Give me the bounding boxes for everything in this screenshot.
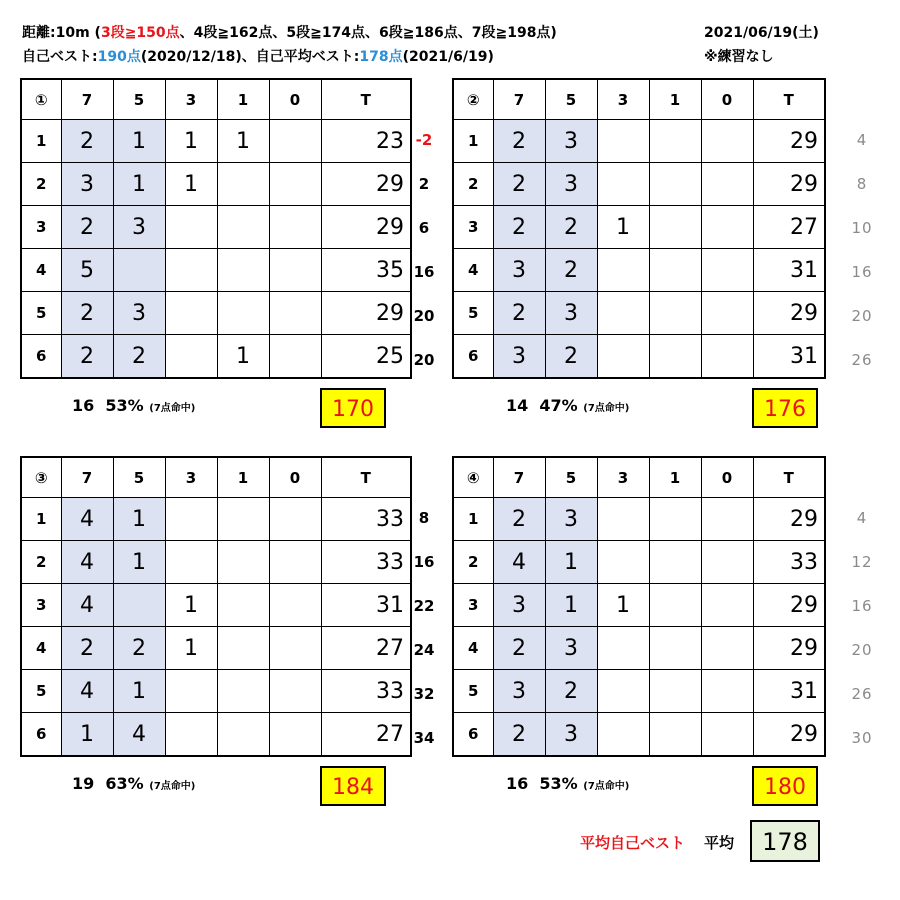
end-total: 25	[321, 335, 411, 379]
avg-best-score: 178点	[359, 49, 403, 65]
diff-bottom-mid: 16	[413, 553, 435, 571]
count-3	[597, 713, 649, 757]
table-row	[453, 120, 825, 163]
count-1	[217, 249, 269, 292]
count-5: 1	[113, 498, 165, 541]
end-number: 4	[453, 627, 493, 670]
diff-top-right: 10	[851, 219, 873, 237]
count-7: 2	[493, 498, 545, 541]
count-3	[165, 541, 217, 584]
table-row	[453, 670, 825, 713]
count-3	[597, 541, 649, 584]
round-3-label: ③	[21, 457, 61, 498]
table-row	[453, 584, 825, 627]
diff-bottom-right: 30	[851, 729, 873, 747]
table-row	[21, 249, 411, 292]
end-total: 27	[321, 627, 411, 670]
diff-top-right: 4	[856, 131, 868, 149]
end-number: 6	[453, 713, 493, 757]
best-score: 190点	[97, 49, 141, 65]
hits-count: 19	[72, 774, 95, 793]
round-3-header-row	[21, 457, 411, 498]
col-total-header: T	[321, 79, 411, 120]
end-number: 2	[453, 163, 493, 206]
col-7-header: 7	[61, 457, 113, 498]
col-1-header: 1	[217, 457, 269, 498]
round-2-header-row	[453, 79, 825, 120]
best-label: 自己ベスト:	[22, 49, 98, 65]
table-row	[453, 541, 825, 584]
round-4-total: 180	[752, 766, 818, 806]
round-3-table	[20, 456, 412, 757]
count-5: 1	[113, 541, 165, 584]
count-0	[269, 206, 321, 249]
diff-top-right: 16	[851, 263, 873, 281]
count-5: 3	[545, 627, 597, 670]
count-1	[217, 541, 269, 584]
round-2-total: 176	[752, 388, 818, 428]
count-7: 2	[493, 206, 545, 249]
count-7: 3	[493, 335, 545, 379]
col-1-header: 1	[217, 79, 269, 120]
count-5: 3	[113, 206, 165, 249]
count-0	[269, 292, 321, 335]
end-total: 31	[321, 584, 411, 627]
count-5: 2	[113, 335, 165, 379]
col-total-header: T	[753, 457, 825, 498]
count-5: 1	[545, 541, 597, 584]
round-1-label: ①	[21, 79, 61, 120]
count-1	[217, 713, 269, 757]
end-total: 33	[753, 541, 825, 584]
count-7: 2	[493, 627, 545, 670]
col-0-header: 0	[701, 79, 753, 120]
count-7: 4	[61, 670, 113, 713]
count-1	[649, 249, 701, 292]
count-5: 3	[113, 292, 165, 335]
count-7: 2	[493, 713, 545, 757]
count-7: 4	[493, 541, 545, 584]
col-0-header: 0	[269, 457, 321, 498]
end-number: 6	[21, 713, 61, 757]
table-row	[453, 498, 825, 541]
end-total: 29	[753, 163, 825, 206]
count-0	[701, 335, 753, 379]
practice-note: ※練習なし	[704, 49, 774, 65]
col-5-header: 5	[113, 79, 165, 120]
end-total: 29	[321, 163, 411, 206]
count-3	[597, 670, 649, 713]
diff-bottom-mid: 8	[418, 509, 430, 527]
col-0-header: 0	[701, 457, 753, 498]
end-total: 29	[321, 206, 411, 249]
count-0	[269, 249, 321, 292]
count-3	[165, 713, 217, 757]
table-row	[21, 713, 411, 757]
count-7: 2	[493, 163, 545, 206]
count-7: 3	[61, 163, 113, 206]
count-1	[649, 292, 701, 335]
count-7: 2	[493, 292, 545, 335]
count-3: 1	[597, 584, 649, 627]
end-number: 5	[21, 292, 61, 335]
count-0	[269, 627, 321, 670]
table-row	[21, 120, 411, 163]
count-1	[649, 163, 701, 206]
end-number: 2	[21, 541, 61, 584]
diff-top-mid: -2	[415, 131, 433, 149]
diff-bottom-right: 12	[851, 553, 873, 571]
end-number: 6	[21, 335, 61, 379]
col-total-header: T	[321, 457, 411, 498]
count-7: 1	[61, 713, 113, 757]
table-row	[21, 627, 411, 670]
diff-top-right: 20	[851, 307, 873, 325]
end-total: 29	[321, 292, 411, 335]
end-total: 23	[321, 120, 411, 163]
diff-top-mid: 20	[413, 307, 435, 325]
round-2-summary	[506, 396, 629, 415]
diff-bottom-mid: 34	[413, 729, 435, 747]
end-number: 1	[453, 120, 493, 163]
count-7: 2	[61, 120, 113, 163]
count-0	[701, 249, 753, 292]
col-1-header: 1	[649, 457, 701, 498]
count-0	[269, 541, 321, 584]
count-1	[649, 584, 701, 627]
count-7: 4	[61, 498, 113, 541]
end-total: 29	[753, 713, 825, 757]
count-1	[217, 670, 269, 713]
col-7-header: 7	[493, 457, 545, 498]
col-3-header: 3	[597, 457, 649, 498]
count-5: 3	[545, 292, 597, 335]
count-3: 1	[165, 627, 217, 670]
end-total: 29	[753, 584, 825, 627]
count-3	[597, 249, 649, 292]
count-0	[269, 670, 321, 713]
count-0	[269, 584, 321, 627]
count-5: 4	[113, 713, 165, 757]
round-2-table	[452, 78, 826, 379]
count-0	[701, 541, 753, 584]
hits-count: 14	[506, 396, 529, 415]
count-7: 2	[61, 335, 113, 379]
count-1	[217, 498, 269, 541]
count-0	[701, 713, 753, 757]
table-row	[453, 206, 825, 249]
count-1	[649, 498, 701, 541]
table-row	[21, 584, 411, 627]
diff-bottom-mid: 32	[413, 685, 435, 703]
round-3-total: 184	[320, 766, 386, 806]
table-row	[21, 206, 411, 249]
count-5: 3	[545, 120, 597, 163]
count-0	[269, 713, 321, 757]
end-total: 31	[753, 670, 825, 713]
count-1	[649, 541, 701, 584]
count-3	[597, 163, 649, 206]
count-5: 2	[545, 206, 597, 249]
end-number: 3	[453, 206, 493, 249]
end-number: 4	[21, 627, 61, 670]
end-total: 27	[321, 713, 411, 757]
count-5: 1	[113, 163, 165, 206]
hit-note: (7点命中)	[149, 781, 196, 792]
diff-bottom-right: 4	[856, 509, 868, 527]
grade3-threshold: 3段≧150点	[100, 25, 180, 41]
col-5-header: 5	[545, 457, 597, 498]
diff-bottom-mid: 24	[413, 641, 435, 659]
table-row	[453, 163, 825, 206]
count-3: 1	[165, 163, 217, 206]
end-number: 5	[453, 292, 493, 335]
hit-note: (7点命中)	[583, 781, 630, 792]
count-7: 4	[61, 541, 113, 584]
col-5-header: 5	[545, 79, 597, 120]
diff-top-right: 26	[851, 351, 873, 369]
count-7: 3	[493, 670, 545, 713]
count-0	[269, 498, 321, 541]
table-row	[21, 541, 411, 584]
end-number: 2	[453, 541, 493, 584]
diff-bottom-right: 26	[851, 685, 873, 703]
round-4-header-row	[453, 457, 825, 498]
round-4-table	[452, 456, 826, 757]
table-row	[21, 498, 411, 541]
hit-note: (7点命中)	[149, 403, 196, 414]
table-row	[453, 713, 825, 757]
count-7: 3	[493, 249, 545, 292]
count-3: 1	[597, 206, 649, 249]
count-1	[649, 120, 701, 163]
end-total: 29	[753, 627, 825, 670]
round-4-summary	[506, 774, 629, 793]
avg-best-date: (2021/6/19)	[402, 49, 494, 65]
col-7-header: 7	[493, 79, 545, 120]
col-3-header: 3	[597, 79, 649, 120]
hit-percent: 47%	[539, 396, 578, 415]
end-number: 4	[453, 249, 493, 292]
diff-top-mid: 6	[418, 219, 430, 237]
round-2-label: ②	[453, 79, 493, 120]
count-1	[649, 670, 701, 713]
best-date: (2020/12/18)、自己平均ベスト:	[140, 49, 360, 65]
count-1	[217, 292, 269, 335]
round-4-label: ④	[453, 457, 493, 498]
count-0	[269, 120, 321, 163]
count-5: 3	[545, 163, 597, 206]
record-date: 2021/06/19(土)	[704, 25, 819, 41]
table-row	[453, 627, 825, 670]
count-7: 5	[61, 249, 113, 292]
table-row	[453, 335, 825, 379]
count-5: 3	[545, 713, 597, 757]
table-row	[21, 670, 411, 713]
count-1: 1	[217, 335, 269, 379]
hit-percent: 53%	[105, 396, 144, 415]
col-1-header: 1	[649, 79, 701, 120]
end-total: 33	[321, 541, 411, 584]
end-total: 29	[753, 292, 825, 335]
count-3: 1	[165, 584, 217, 627]
count-3	[165, 206, 217, 249]
round-1-total: 170	[320, 388, 386, 428]
diff-bottom-right: 16	[851, 597, 873, 615]
end-number: 3	[453, 584, 493, 627]
count-7: 2	[493, 120, 545, 163]
count-1: 1	[217, 120, 269, 163]
count-0	[269, 335, 321, 379]
count-5: 1	[113, 120, 165, 163]
col-3-header: 3	[165, 79, 217, 120]
table-row	[21, 163, 411, 206]
count-3	[597, 120, 649, 163]
end-total: 33	[321, 670, 411, 713]
count-0	[269, 163, 321, 206]
end-number: 1	[21, 498, 61, 541]
col-3-header: 3	[165, 457, 217, 498]
count-3	[165, 249, 217, 292]
count-3	[165, 498, 217, 541]
diff-bottom-mid: 22	[413, 597, 435, 615]
count-7: 3	[493, 584, 545, 627]
count-3	[165, 670, 217, 713]
count-7: 4	[61, 584, 113, 627]
end-total: 27	[753, 206, 825, 249]
count-0	[701, 206, 753, 249]
count-1	[217, 584, 269, 627]
end-total: 29	[753, 498, 825, 541]
count-5: 3	[545, 498, 597, 541]
count-5: 2	[113, 627, 165, 670]
count-3	[597, 335, 649, 379]
diff-top-right: 8	[856, 175, 868, 193]
personal-best-line	[22, 46, 494, 66]
count-7: 2	[61, 627, 113, 670]
count-7: 2	[61, 206, 113, 249]
count-3	[597, 292, 649, 335]
end-number: 1	[453, 498, 493, 541]
count-1	[649, 206, 701, 249]
col-7-header: 7	[61, 79, 113, 120]
table-row	[453, 249, 825, 292]
table-row	[21, 335, 411, 379]
round-3-summary	[72, 774, 195, 793]
distance-label: 距離:10m (	[22, 25, 101, 41]
count-5: 2	[545, 670, 597, 713]
count-3	[165, 335, 217, 379]
count-0	[701, 584, 753, 627]
count-0	[701, 498, 753, 541]
round-1-summary	[72, 396, 195, 415]
count-5: 1	[545, 584, 597, 627]
end-total: 31	[753, 249, 825, 292]
end-total: 33	[321, 498, 411, 541]
count-1	[649, 713, 701, 757]
count-3	[597, 627, 649, 670]
count-5	[113, 249, 165, 292]
end-number: 6	[453, 335, 493, 379]
count-0	[701, 627, 753, 670]
count-1	[649, 335, 701, 379]
hit-note: (7点命中)	[583, 403, 630, 414]
round-1-table	[20, 78, 412, 379]
count-5	[113, 584, 165, 627]
hits-count: 16	[72, 396, 95, 415]
diff-bottom-right: 20	[851, 641, 873, 659]
hit-percent: 63%	[105, 774, 144, 793]
end-total: 35	[321, 249, 411, 292]
diff-top-mid: 16	[413, 263, 435, 281]
count-7: 2	[61, 292, 113, 335]
count-1	[217, 206, 269, 249]
grade-thresholds: 、4段≧162点、5段≧174点、6段≧186点、7段≧198点)	[179, 25, 557, 41]
count-0	[701, 292, 753, 335]
distance-and-thresholds	[22, 22, 557, 42]
count-5: 1	[113, 670, 165, 713]
end-number: 5	[21, 670, 61, 713]
count-0	[701, 670, 753, 713]
count-1	[217, 627, 269, 670]
round-1-header-row	[21, 79, 411, 120]
count-5: 2	[545, 249, 597, 292]
count-3	[165, 292, 217, 335]
count-0	[701, 120, 753, 163]
count-5: 2	[545, 335, 597, 379]
count-1	[649, 627, 701, 670]
diff-top-mid: 2	[418, 175, 430, 193]
end-number: 1	[21, 120, 61, 163]
col-total-header: T	[753, 79, 825, 120]
diff-top-mid: 20	[413, 351, 435, 369]
end-total: 29	[753, 120, 825, 163]
end-total: 31	[753, 335, 825, 379]
col-0-header: 0	[269, 79, 321, 120]
average-value: 178	[750, 820, 820, 862]
col-5-header: 5	[113, 457, 165, 498]
end-number: 3	[21, 206, 61, 249]
count-0	[701, 163, 753, 206]
hits-count: 16	[506, 774, 529, 793]
count-1	[217, 163, 269, 206]
end-number: 4	[21, 249, 61, 292]
hit-percent: 53%	[539, 774, 578, 793]
end-number: 5	[453, 670, 493, 713]
end-number: 2	[21, 163, 61, 206]
end-number: 3	[21, 584, 61, 627]
table-row	[21, 292, 411, 335]
avg-best-label: 平均自己ベスト	[580, 834, 686, 852]
average-label: 平均	[704, 834, 735, 852]
count-3	[597, 498, 649, 541]
table-row	[453, 292, 825, 335]
count-3: 1	[165, 120, 217, 163]
